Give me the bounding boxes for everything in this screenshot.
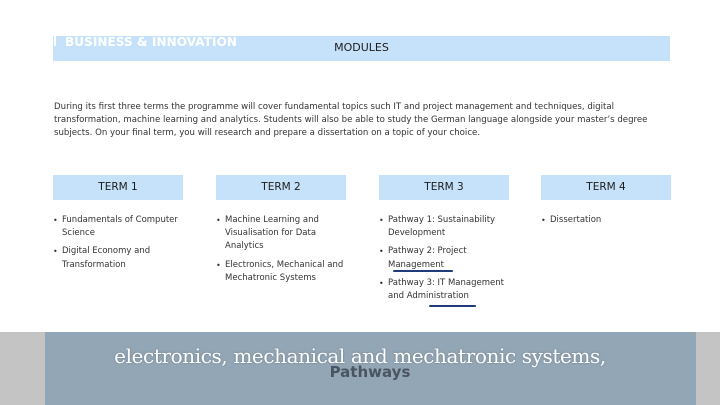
- list-item: • Machine Learning and Visualisation for Data Analytics: [216, 215, 319, 252]
- list-item: • Digital Economy and Transformation: [53, 246, 151, 270]
- list-item: • Electronics, Mechanical and Mechatronic Systems: [216, 259, 344, 283]
- video-subtitle: electronics, mechanical and mechatronic systems,: [114, 344, 606, 368]
- pathway-2-underline: [393, 270, 453, 272]
- term-1-list: [53, 214, 183, 272]
- term-4-header[interactable]: TERM 4: [541, 175, 671, 200]
- list-item: • Fundamentals of Computer Science: [53, 215, 178, 239]
- term-1-header[interactable]: TERM 1: [53, 175, 183, 200]
- term-4-list: [541, 214, 671, 227]
- term-2-column: [216, 175, 346, 290]
- term-2-list: [216, 214, 346, 285]
- term-2-header[interactable]: TERM 2: [216, 175, 346, 200]
- list-item: • Pathway 1: Sustainability Development: [379, 215, 496, 239]
- term-3-list: [379, 214, 509, 303]
- list-item: • Dissertation: [541, 215, 602, 225]
- section-label: BUSINESS & INNOVATION: [65, 35, 238, 49]
- term-3-header[interactable]: TERM 3: [379, 175, 509, 200]
- term-3-column: [379, 175, 509, 308]
- list-item: • Pathway 3: IT Management and Administration: [379, 277, 504, 302]
- intro-paragraph: During its first three terms the programme will cover fundamental topics such IT and project management and techniques, digital transformation, machine learning and analytics. Students will also be able to study the German language alongside your master’s degree subjects. On your final term, you will research and prepare a dissertation on a topic of your choice.: [54, 102, 648, 139]
- list-item: • Pathway 2: Project Management: [379, 246, 467, 270]
- term-1-column: [53, 175, 183, 277]
- modules-title: MODULES: [334, 41, 389, 54]
- term-4-column: [541, 175, 671, 232]
- pathway-3-underline: [429, 305, 476, 307]
- pathways-heading: Pathways: [329, 363, 411, 381]
